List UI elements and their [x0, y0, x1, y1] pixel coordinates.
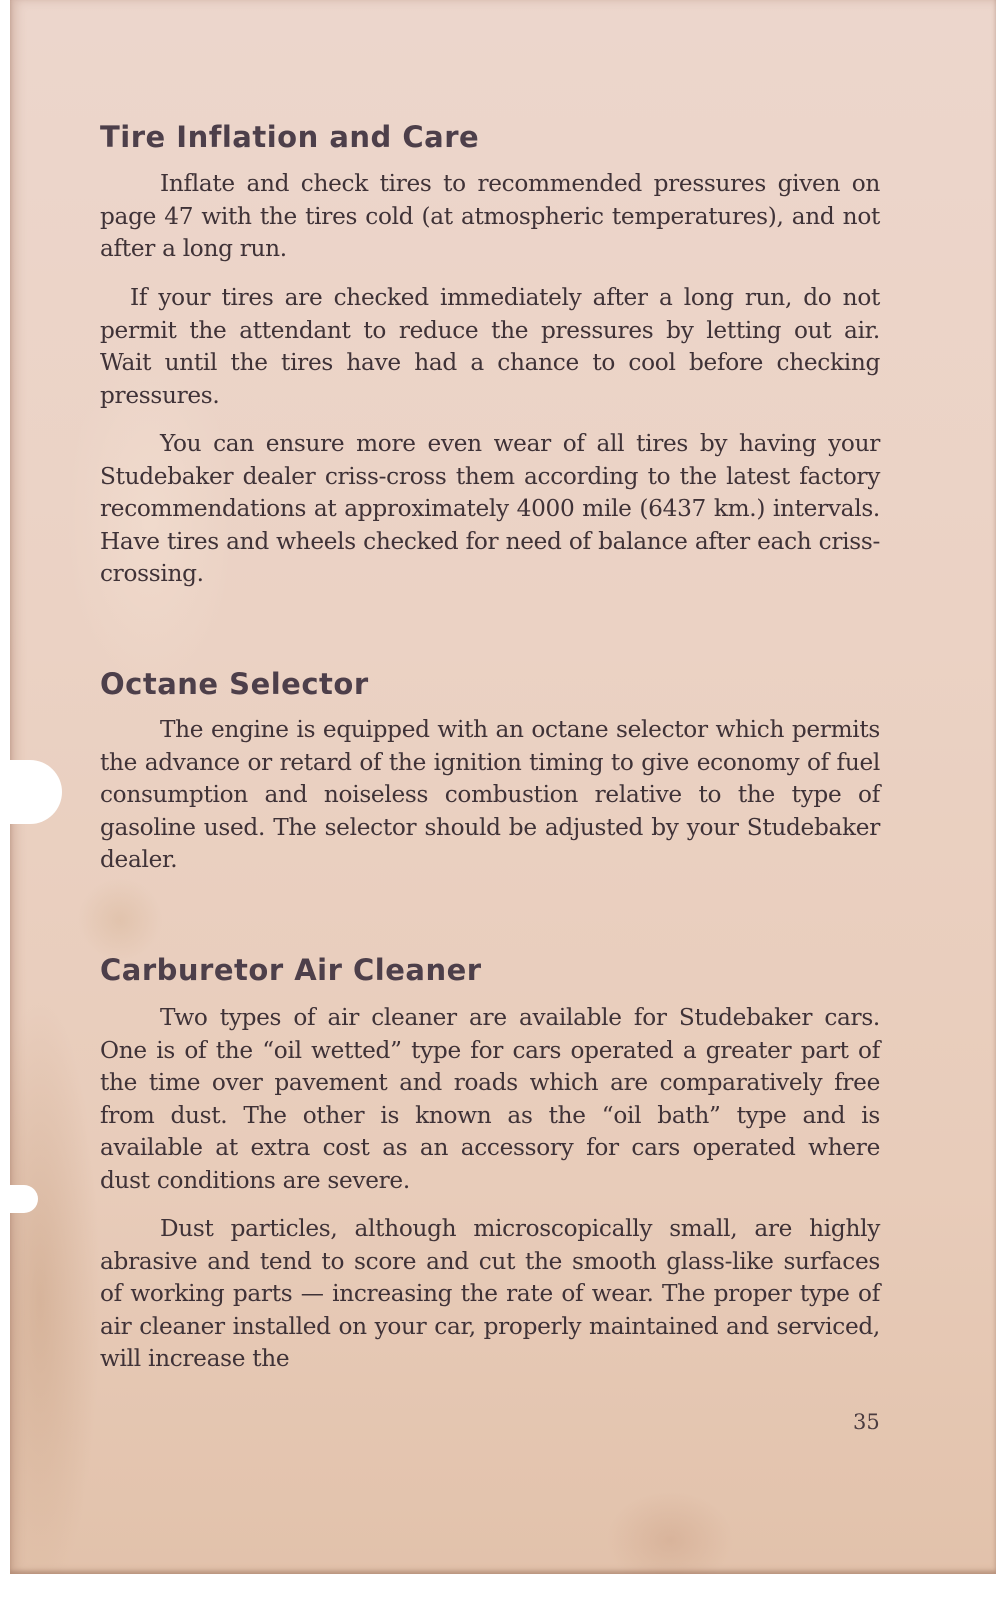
page-number: 35	[853, 1410, 880, 1434]
torn-notch	[10, 760, 62, 824]
paragraph-tire-inflation-2: If your tires are checked immediately after a long run, do not permit the attendant to reduce the pressures by letting out air. Wait until the tires have had a chance to cool before checking pressures.	[100, 284, 880, 409]
paragraph-air-cleaner-2: Dust particles, although microscopically small, are highly abrasive and tend to score and cut the smooth glass-like surfaces of working parts — increasing the rate of wear. The proper type of air cleaner installed on your car, properly maintained and serviced, will increase the	[100, 1215, 880, 1373]
section-heading-tire-inflation: Tire Inflation and Care	[100, 120, 480, 154]
paragraph-tire-inflation-3: You can ensure more even wear of all tires by having your Studebaker dealer criss-cross them according to the latest factory recommendations at approximately 4000 mile (6437 km.) intervals. Have tires and wheels checked for need of balance after each criss-crossing.	[100, 430, 880, 588]
torn-edge	[10, 1185, 38, 1213]
manual-page	[10, 0, 996, 1574]
paragraph-octane-selector-1: The engine is equipped with an octane selector which permits the advance or retard of the ignition timing to give economy of fuel consumption and noiseless combustion relative to the type of gasoline used. The selector should be adjusted by your Studebaker dealer.	[100, 716, 880, 874]
paragraph-air-cleaner-1: Two types of air cleaner are available for Studebaker cars. One is of the “oil wetted” type for cars operated a greater part of the time over pavement and roads which are comparatively free from dust. The other is known as the “oil bath” type and is available at extra cost as an accessory for cars operated where dust conditions are severe.	[100, 1004, 880, 1194]
paragraph-tire-inflation-1: Inflate and check tires to recommended pressures given on page 47 with the tires cold (at atmospheric temperatures), and not after a long run.	[100, 170, 880, 263]
section-heading-octane-selector: Octane Selector	[100, 667, 369, 701]
section-heading-carburetor-air-cleaner: Carburetor Air Cleaner	[100, 953, 482, 987]
